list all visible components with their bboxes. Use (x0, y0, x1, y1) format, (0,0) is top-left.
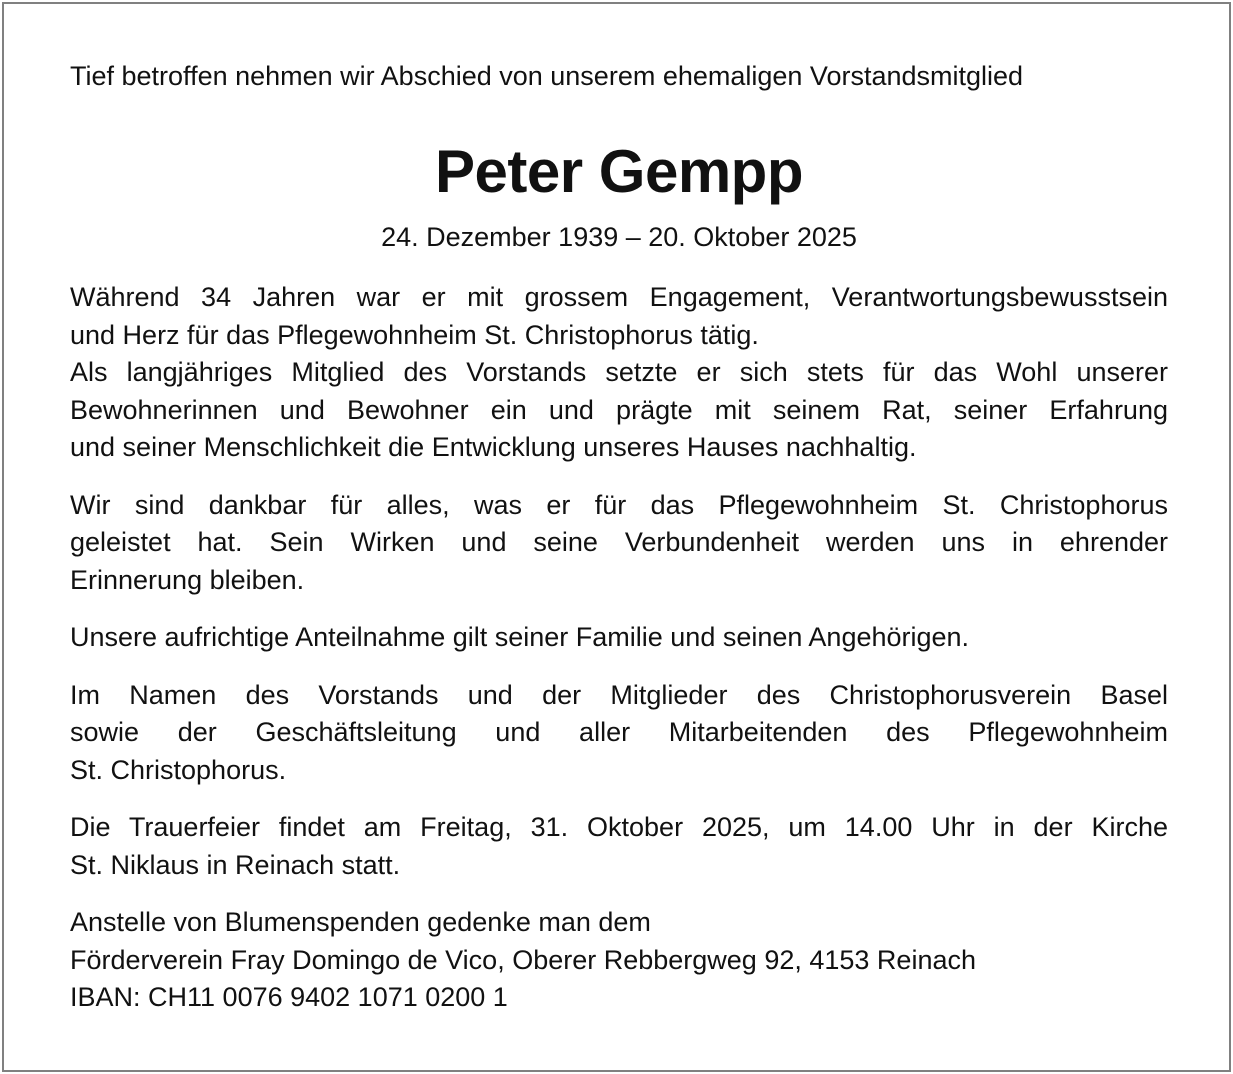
paragraph-gratitude (70, 487, 1168, 600)
text-line: Bewohnerinnen und Bewohner ein und prägte mit seinem Rat, seiner Erfahrung (70, 394, 1168, 425)
text-line: St. Niklaus in Reinach statt. (70, 849, 401, 880)
paragraph-condolence (70, 619, 1168, 657)
intro-line: Tief betroffen nehmen wir Abschied von unserem ehemaligen Vorstandsmitglied (70, 61, 1024, 91)
obituary-notice (2, 2, 1231, 1072)
text-line: Unsere aufrichtige Anteilnahme gilt seiner Familie und seinen Angehörigen. (70, 622, 970, 652)
text-line: Erinnerung bleiben. (70, 564, 305, 595)
text-line: geleistet hat. Sein Wirken und seine Verbundenheit werden uns in ehrender (70, 527, 1168, 557)
donation-recipient: Förderverein Fray Domingo de Vico, Oberer Rebbergweg 92, 4153 Reinach (70, 944, 976, 975)
text-line: sowie der Geschäftsleitung und aller Mitarbeitenden des Pflegewohnheim (70, 717, 1168, 747)
life-dates: 24. Dezember 1939 – 20. Oktober 2025 (381, 222, 857, 252)
paragraph-funeral-service (70, 809, 1168, 884)
text-line: Wir sind dankbar für alles, was er für das Pflegewohnheim St. Christophorus (70, 489, 1168, 520)
paragraph-signatories (70, 677, 1168, 790)
text-line: und Herz für das Pflegewohnheim St. Christophorus tätig. (70, 319, 759, 350)
paragraph-tribute (70, 279, 1168, 467)
text-line: und seiner Menschlichkeit die Entwicklung unseres Hauses nachhaltig. (70, 432, 917, 462)
text-line: Als langjähriges Mitglied des Vorstands setzte er sich stets für das Wohl unserer (70, 357, 1168, 387)
iban: IBAN: CH11 0076 9402 1071 0200 1 (70, 982, 508, 1012)
notice-body (70, 279, 1168, 1037)
text-line: St. Christophorus. (70, 754, 287, 785)
text-line: Anstelle von Blumenspenden gedenke man dem (70, 907, 651, 937)
deceased-name: Peter Gempp (435, 138, 803, 205)
text-line: Während 34 Jahren war er mit grossem Engagement, Verantwortungsbewusstsein (70, 282, 1168, 312)
text-line: Im Namen des Vorstands und der Mitglieder des Christophorusverein Basel (70, 679, 1168, 710)
paragraph-donation (70, 904, 1168, 1017)
text-line: Die Trauerfeier findet am Freitag, 31. Oktober 2025, um 14.00 Uhr in der Kirche (70, 812, 1168, 842)
